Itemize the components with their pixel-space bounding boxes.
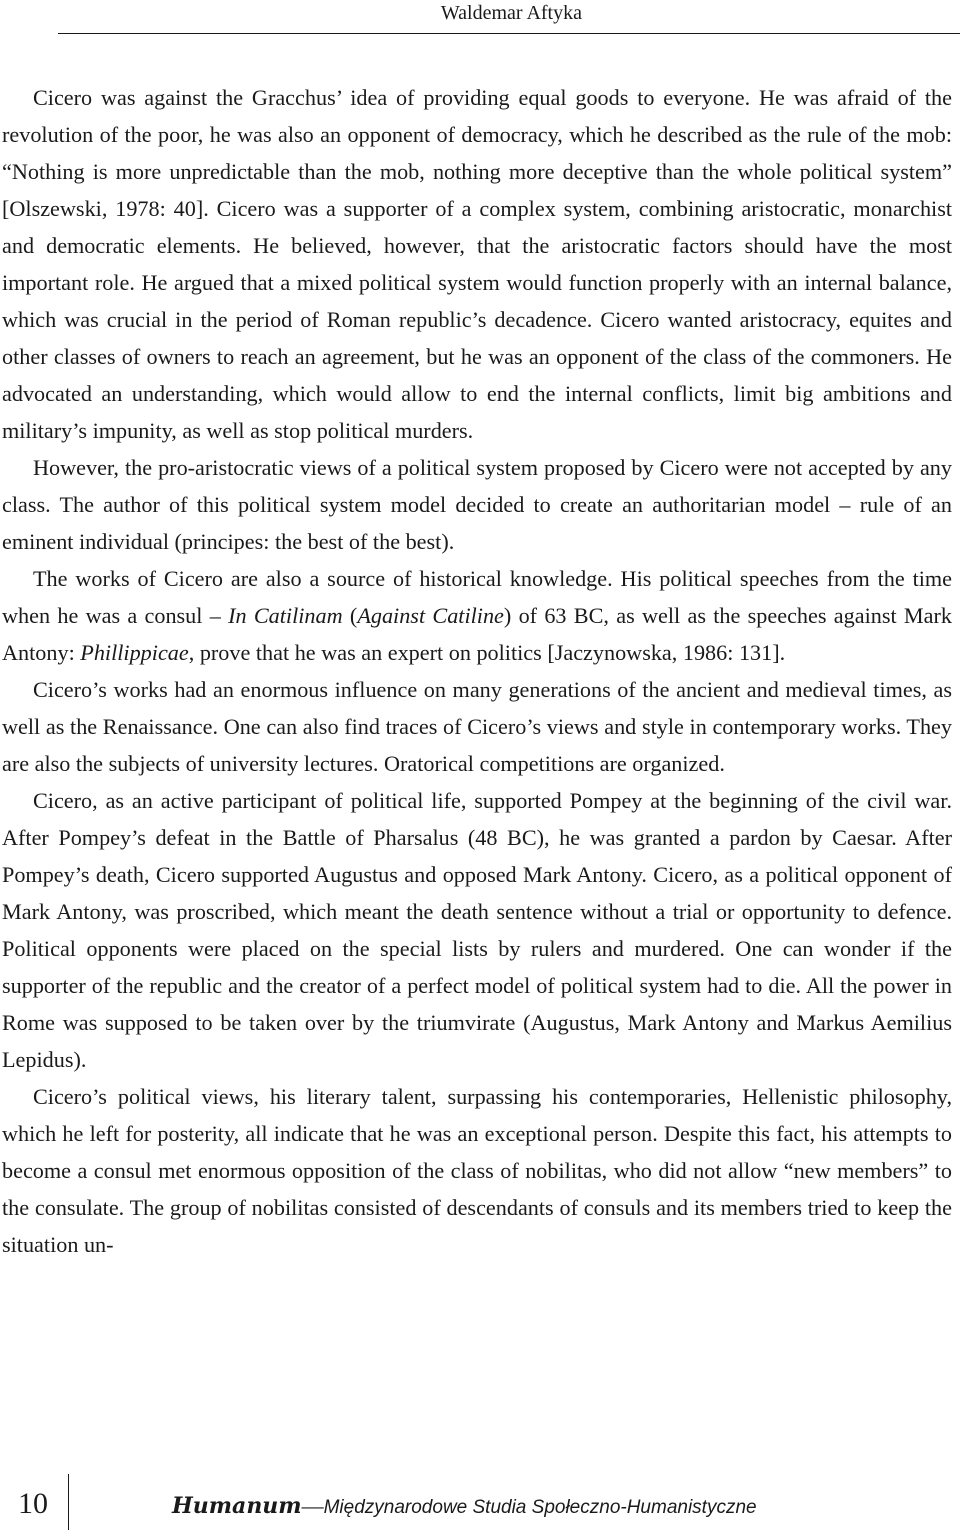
text-run: (	[342, 603, 358, 628]
text-run: Cicero’s works had an enormous influence on many generations of the ancient and medieval times, as well as the Renaissance. One can also find traces of Cicero’s views and style in contemporary works. They are also the subjects of university lectures. Oratorical competitions are organized.	[2, 677, 952, 776]
text-run: , prove that he was an expert on politics [Jaczynowska, 1986: 131].	[188, 640, 786, 665]
body-paragraph	[2, 671, 952, 782]
text-run: Cicero, as an active participant of political life, supported Pompey at the beginning of the civil war. After Pompey’s defeat in the Battle of Pharsalus (48 BC), he was granted a pardon by Caesar. After Pompey’s death, Cicero supported Augustus and opposed Mark Antony. Cicero, as a political opponent of Mark Antony, was proscribed, which meant the death sentence without a trial or opportunity to defence. Political opponents were placed on the special lists by rulers and murdered. One can wonder if the supporter of the republic and the creator of a perfect model of political system had to die. All the power in Rome was supposed to be taken over by the triumvirate (Augustus, Mark Antony and Markus Aemilius Lepidus).	[2, 788, 952, 1072]
body-paragraph	[2, 560, 952, 671]
italic-title: Phillippicae	[80, 640, 189, 665]
italic-title: Against Catiline	[357, 603, 504, 628]
body-paragraph	[2, 1078, 952, 1263]
page-number: 10	[18, 1487, 48, 1520]
text-run: Cicero was against the Gracchus’ idea of providing equal goods to everyone. He was afraid of the revolution of the poor, he was also an opponent of democracy, which he described as the rule of the mob: “Nothing is more unpredictable than the mob, nothing more deceptive than the whole political system” [Olszewski, 1978: 40]. Cicero was a supporter of a complex system, combining aristocratic, monarchist and democratic elements. He believed, however, that the aristocratic factors should have the most important role. He argued that a mixed political system would function properly with an internal balance, which was crucial in the period of Roman republic’s decadence. Cicero wanted aristocracy, equites and other classes of owners to reach an agreement, but he was an opponent of the class of the commoners. He advocated an understanding, which would allow to end the internal conflicts, limit big ambitions and military’s impunity, as well as stop political murders.	[2, 85, 952, 443]
text-run: ) of 63 BC, as well as the speeches against Mark Antony:	[2, 603, 952, 665]
journal-footer	[172, 1491, 757, 1523]
journal-dash: —	[301, 1493, 324, 1518]
footer-divider	[68, 1474, 69, 1530]
article-body	[2, 79, 952, 1263]
italic-title: In Catilinam	[228, 603, 343, 628]
body-paragraph	[2, 782, 952, 1078]
text-run: However, the pro-aristocratic views of a political system proposed by Cicero were not accepted by any class. The author of this political system model decided to create an authoritarian model – rule of an eminent individual (principes: the best of the best).	[2, 455, 952, 554]
journal-name: Humanum	[172, 1493, 302, 1519]
text-run: The works of Cicero are also a source of historical knowledge. His political speeches from the time when he was a consul –	[2, 566, 952, 628]
running-header-author: Waldemar Aftyka	[440, 2, 582, 24]
body-paragraph	[2, 449, 952, 560]
text-run: Cicero’s political views, his literary talent, surpassing his contemporaries, Hellenistic philosophy, which he left for posterity, all indicate that he was an exceptional person. Despite this fact, his attempts to become a consul met enormous opposition of the class of nobilitas, who did not allow “new members” to the consulate. The group of nobilitas consisted of descendants of consuls and its members tried to keep the situation un-	[2, 1084, 952, 1257]
body-paragraph	[2, 79, 952, 449]
journal-subtitle: Międzynarodowe Studia Społeczno-Humanistyczne	[323, 1497, 757, 1518]
header-rule	[58, 33, 960, 34]
